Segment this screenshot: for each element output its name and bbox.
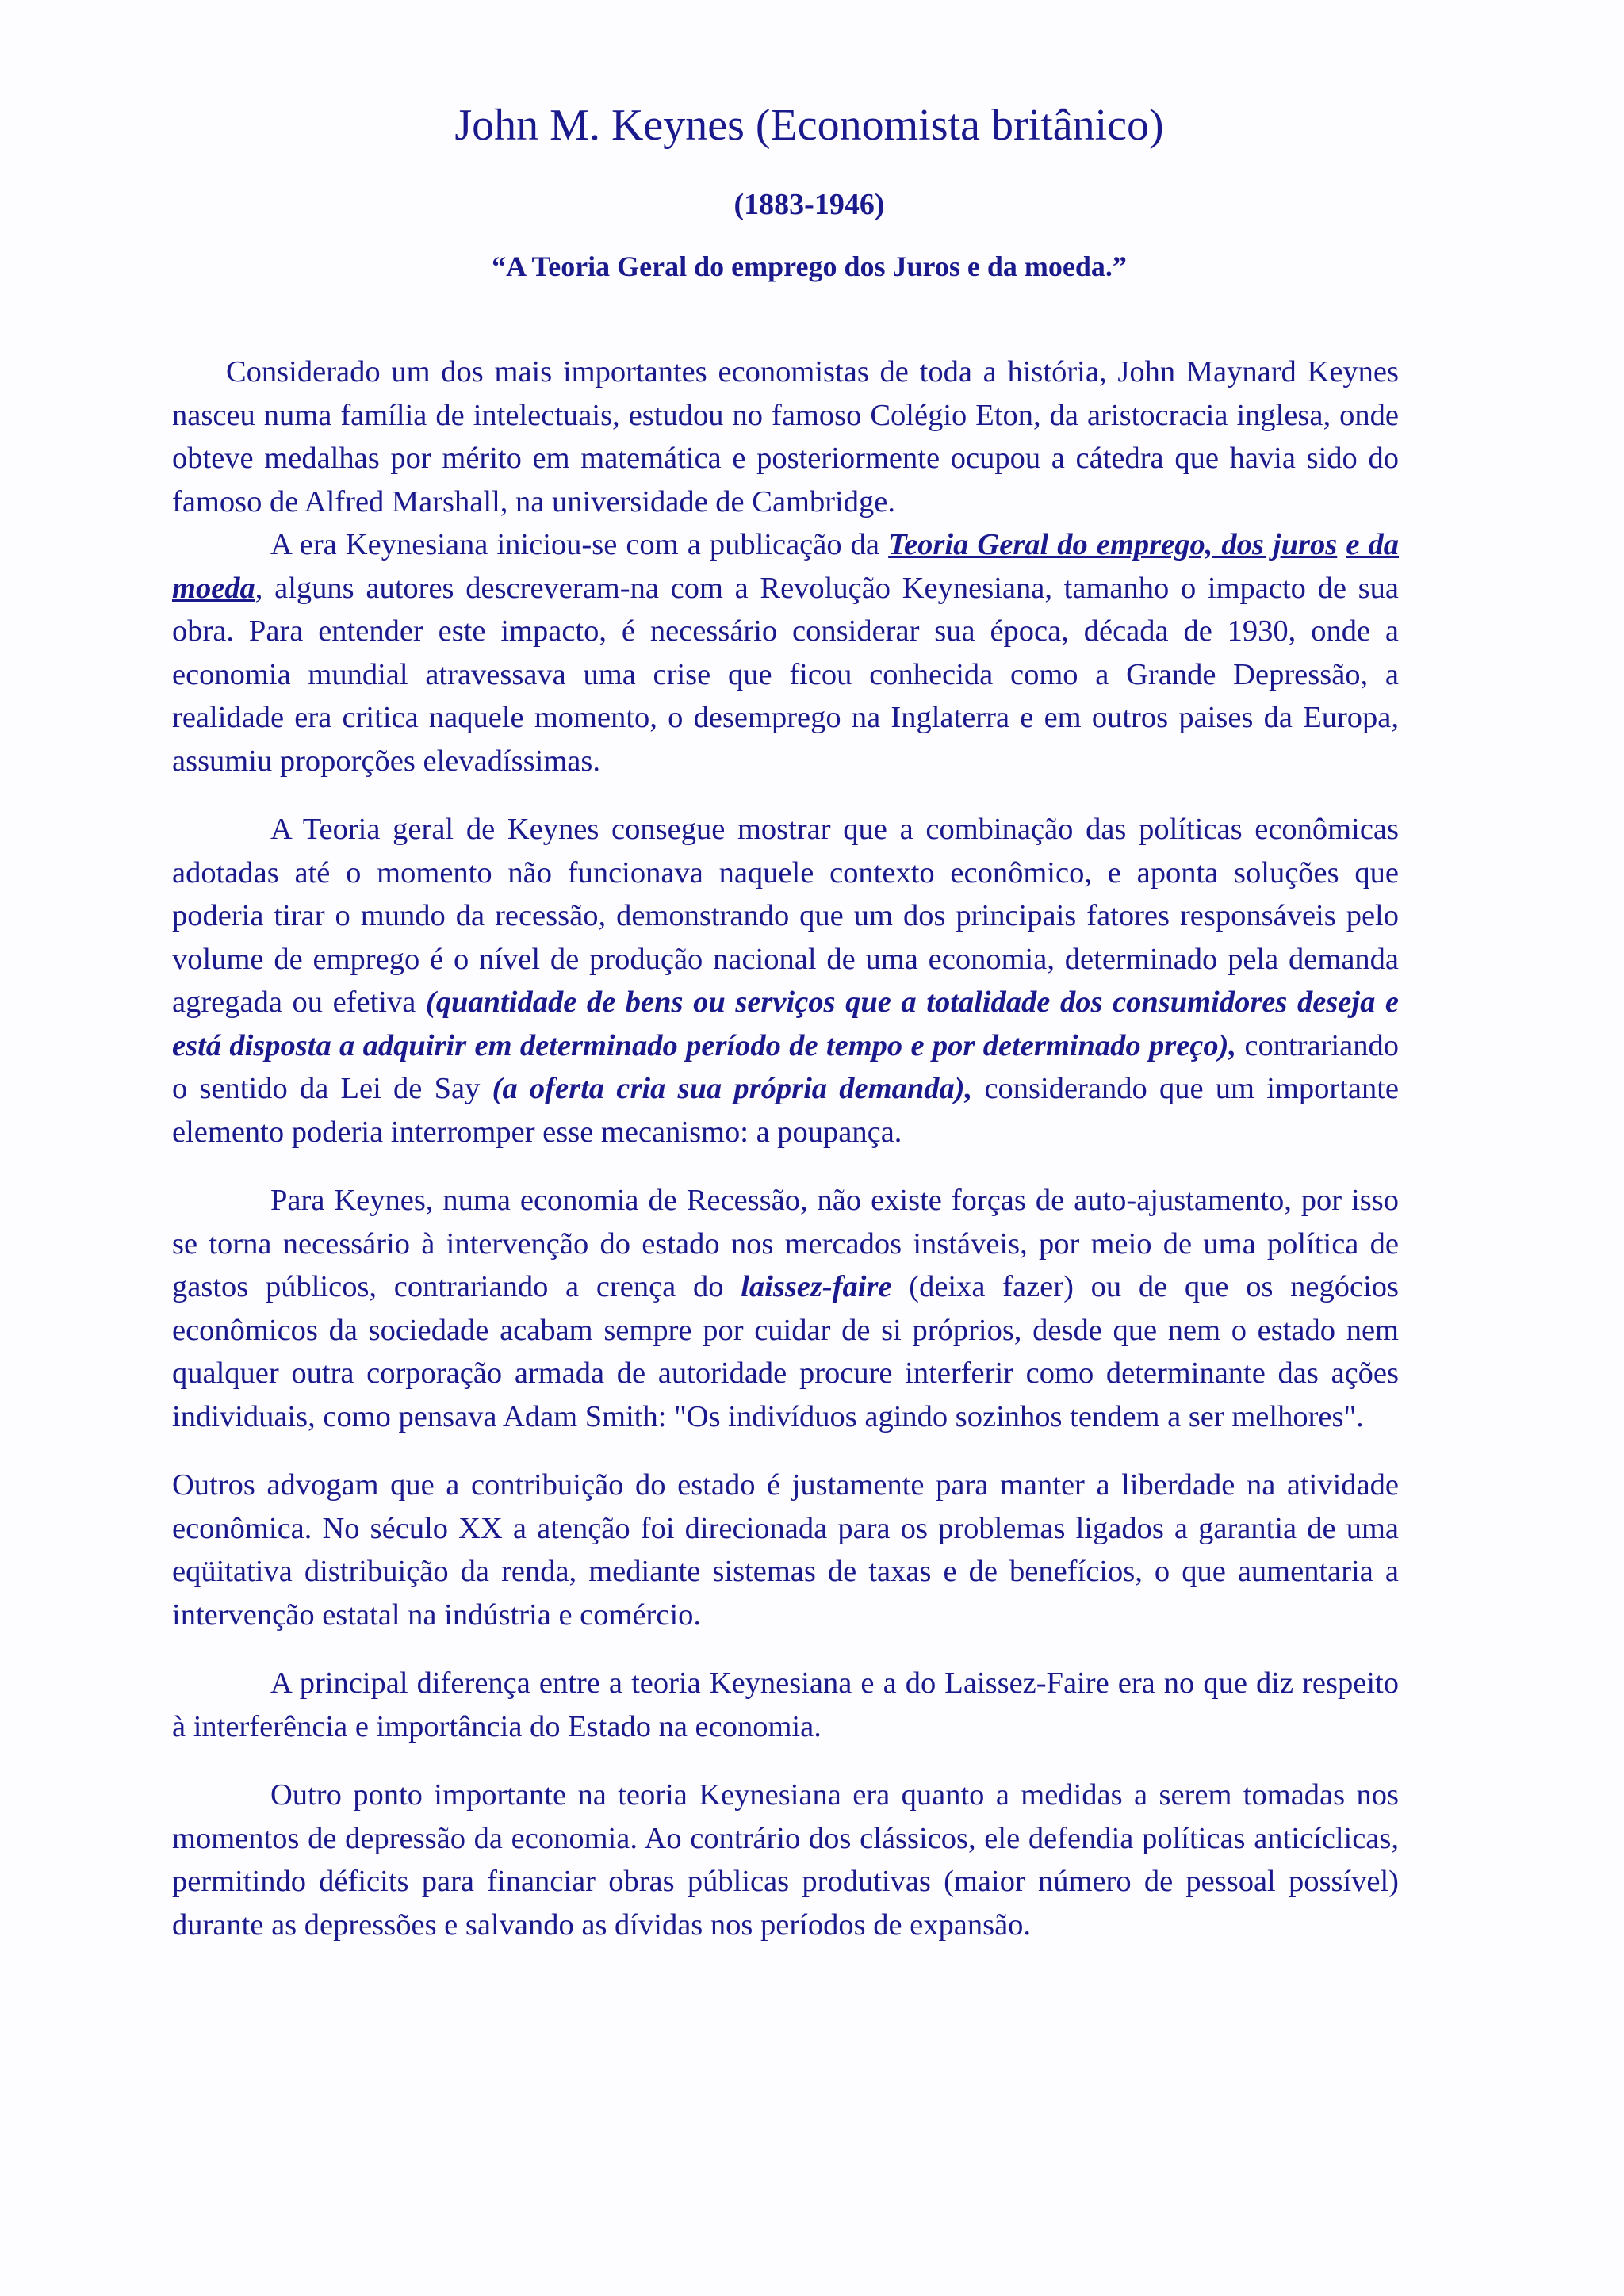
paragraph-depression-measures: Outro ponto importante na teoria Keynesiana era quanto a medidas a serem tomadas nos momentos de depressão da economia. Ao contrário dos clássicos, ele defendia políticas anticíclicas, permitindo déficits para financiar obras públicas produtivas (maior número de pessoal possível) durante as depressões e salvando as dívidas nos períodos de expansão. — [172, 1778, 1399, 1942]
paragraph-keynesian-era — [172, 523, 1399, 783]
paragraph-text: considerando que um importante elemento poderia interromper esse mecanismo: a poupança. — [172, 1072, 1399, 1149]
emphasis-demand-definition: (quantidade de bens ou serviços que a totalidade dos consumidores deseja e está disposta a adquirir em determinado período de tempo e por determinado preço), — [172, 985, 1399, 1062]
paragraph-general-theory — [172, 808, 1399, 1154]
paragraph-state-contribution: Outros advogam que a contribuição do estado é justamente para manter a liberdade na atividade econômica. No século XX a atenção foi direcionada para os problemas ligados a garantia de uma eqüitativa distribuição da renda, mediante sistemas de taxas e de benefícios, o que aumentaria a intervenção estatal na indústria e comércio. — [172, 1468, 1399, 1632]
paragraph-text: A Teoria geral de Keynes consegue mostrar que a combinação das políticas econômicas adotadas até o momento não funcionava naquele contexto econômico, e aponta soluções que poderia tirar o mundo da recessão, demonstrando que um dos principais fatores responsáveis pelo volume de emprego é o nível de produção nacional de uma economia, determinado pela demanda agregada ou efetiva — [172, 813, 1399, 1019]
paragraph-text: Para Keynes, numa economia de Recessão, não existe forças de auto-ajustamento, por isso se torna necessário à intervenção do estado nos mercados instáveis, por meio de uma política de gastos públicos, contrariando a crença do — [172, 1184, 1399, 1303]
paragraph-text: , alguns autores descreveram-na com a Revolução Keynesiana, tamanho o impacto de sua obra. Para entender este impacto, é necessário considerar sua época, década de 1930, onde a economia mundial atravessava uma crise que ficou conhecida como a Grande Depressão, a realidade era critica naquele momento, o desemprego na Inglaterra e em outros paises da Europa, assumiu proporções elevadíssimas. — [172, 571, 1399, 778]
book-link-general-theory[interactable]: Teoria Geral do emprego, dos juros — [888, 528, 1338, 561]
paragraph-main-difference: A principal diferença entre a teoria Keynesiana e a do Laissez-Faire era no que diz respeito à interferência e importância do Estado na economia. — [172, 1667, 1399, 1743]
document-body — [172, 350, 1399, 1946]
emphasis-say-law: (a oferta cria sua própria demanda), — [492, 1072, 973, 1105]
paragraph-text: (deixa fazer) ou de que os negócios econômicos da sociedade acabam sempre por cuidar de si próprios, desde que nem o estado nem qualquer outra corporação armada de autoridade procure interferir como determinante das ações individuais, como pensava Adam Smith: "Os indivíduos agindo sozinhos tendem a ser melhores". — [172, 1270, 1399, 1433]
paragraph-text: contrariando o sentido da Lei de Say — [172, 1028, 1399, 1105]
book-link-currency[interactable]: e da moeda — [172, 528, 1400, 605]
paragraph-text: A era Keynesiana iniciou-se com a publicação da — [270, 528, 889, 561]
book-title: “A Teoria Geral do emprego dos Juros e da moeda.” — [492, 251, 1127, 282]
page-title: John M. Keynes (Economista britânico) — [454, 101, 1164, 150]
emphasis-laissez-faire: laissez-faire — [741, 1270, 892, 1303]
paragraph-intro: Considerado um dos mais importantes economistas de toda a história, John Maynard Keynes nasceu numa família de intelectuais, estudou no famoso Colégio Eton, da aristocracia inglesa, onde obteve medalhas por mérito em matemática e posteriormente ocupou a cátedra que havia sido do famoso de Alfred Marshall, na universidade de Cambridge. — [172, 355, 1399, 519]
paragraph-recession — [172, 1179, 1399, 1438]
link-separator — [1337, 528, 1346, 561]
life-years: (1883-1946) — [733, 188, 885, 221]
